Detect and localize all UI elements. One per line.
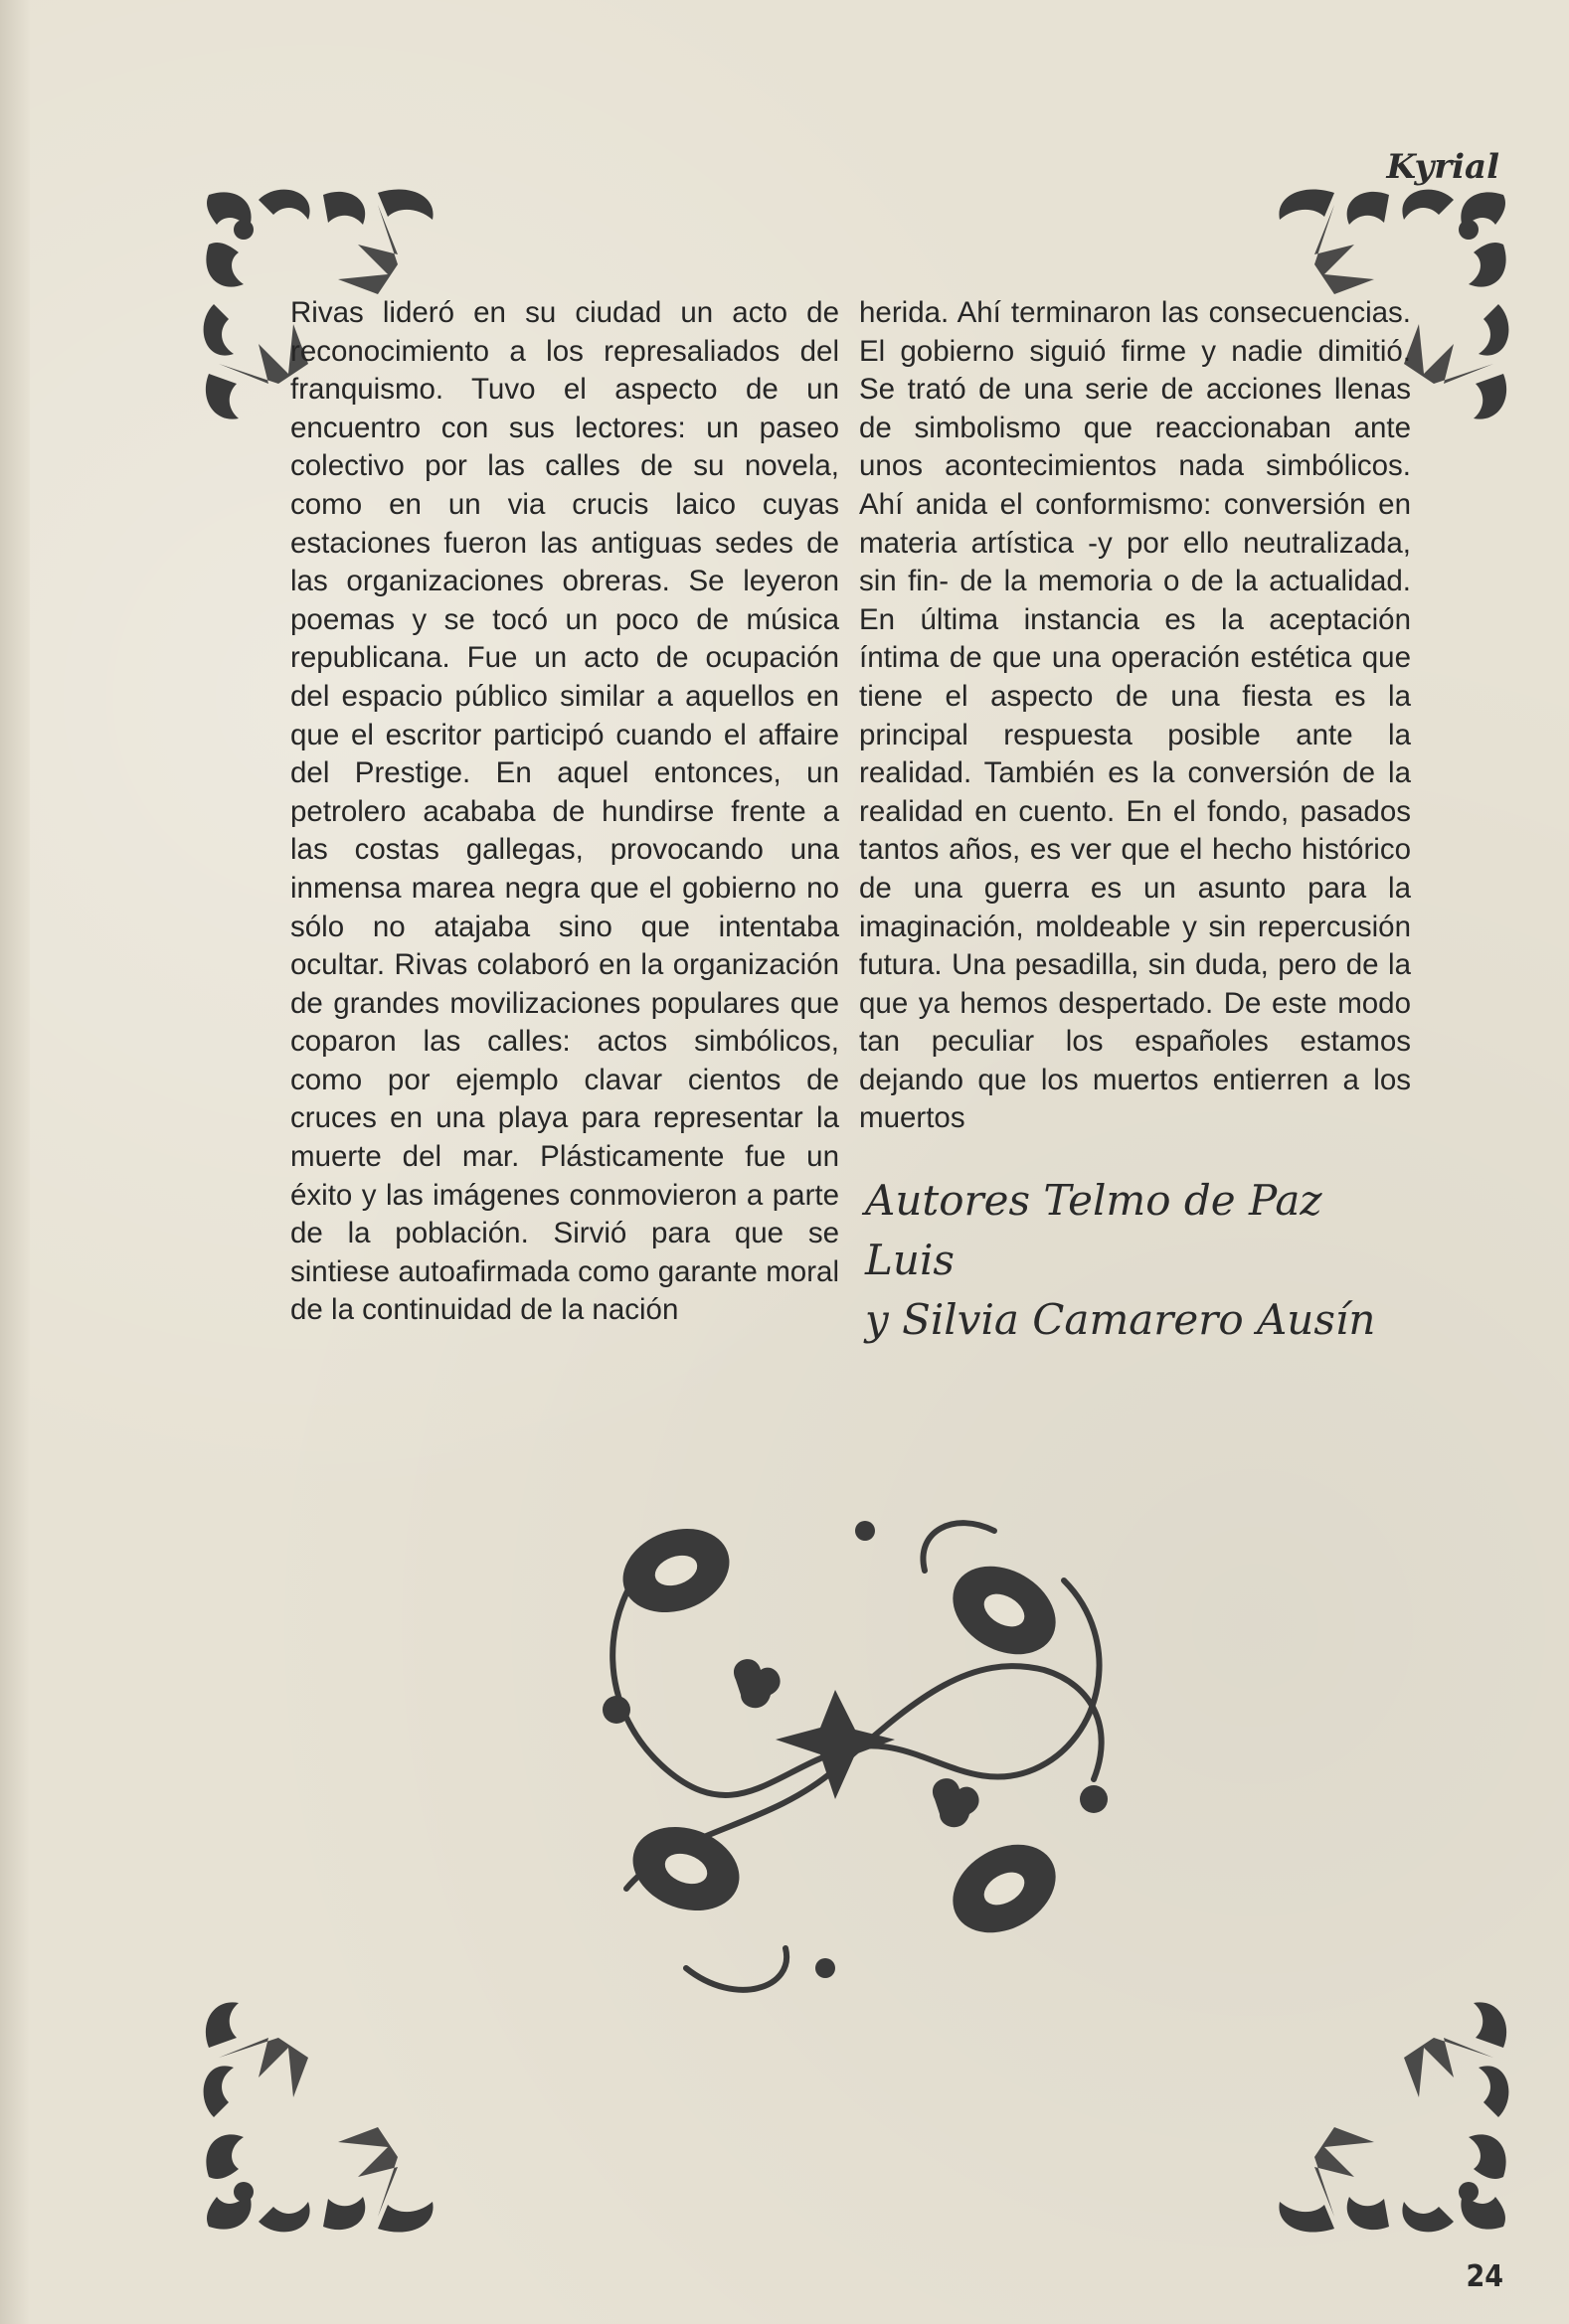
magazine-title: Kyrial bbox=[1386, 147, 1499, 187]
page-number: 24 bbox=[1466, 2259, 1503, 2294]
floral-corner-icon bbox=[199, 1948, 487, 2237]
author-signature bbox=[865, 1171, 1422, 1350]
article-column-left: Rivas lideró en su ciudad un acto de reconocimiento a los represaliados del franquismo. Tuvo el aspecto de un encuentro con sus lectores: un paseo colectivo por las calles de su novela, como en un via crucis laico cuyas estaciones fueron las antiguas sedes de las organizaciones obreras. Se leyeron poemas y se tocó un poco de música republicana. Fue un acto de ocupación del espacio público similar a aquellos en que el escritor participó cuando el affaire del Prestige. En aquel entonces, un petrolero acababa de hundirse frente a las costas gallegas, provocando una inmensa marea negra que el gobierno no sólo no atajaba sino que intentaba ocultar. Rivas colaboró en la organización de grandes movilizaciones populares que coparon las calles: actos simbólicos, como por ejemplo clavar cientos de cruces en una playa para representar la muerte del mar. Plásticamente fue un éxito y las imágenes conmovieron a parte de la población. Sirvió para que se sintiese autoafirmada como garante moral de la continuidad de la nación bbox=[290, 296, 839, 1327]
floral-corner-icon bbox=[1225, 1948, 1513, 2237]
article-column-right: herida. Ahí terminaron las consecuencias. El gobierno siguió firme y nadie dimitió. Se trató de una serie de acciones llenas de simbolismo que reaccionaban ante unos acontecimientos nada simbólicos. Ahí anida el conformismo: conversión en materia artística -y por ello neutralizada, sin fin- de la memoria o de la actualidad. En última instancia es la aceptación íntima de que una operación estética que tiene el aspecto de una fiesta es la principal respuesta posible ante la realidad. También es la conversión de la realidad en cuento. En el fondo, pasados tantos años, es ver que el hecho histórico de una guerra es un asunto para la imaginación, moldeable y sin repercusión futura. Una pesadilla, sin duda, pero de la que ya hemos despertado. De este modo tan peculiar los españoles estamos dejando que los muertos entierren a los muertos bbox=[859, 296, 1411, 1135]
page-edge bbox=[0, 0, 30, 2324]
floral-medallion-icon bbox=[537, 1471, 1153, 2028]
signature-line-1: Autores Telmo de Paz Luis bbox=[865, 1176, 1322, 1284]
signature-line-2: y Silvia Camarero Ausín bbox=[865, 1295, 1376, 1344]
